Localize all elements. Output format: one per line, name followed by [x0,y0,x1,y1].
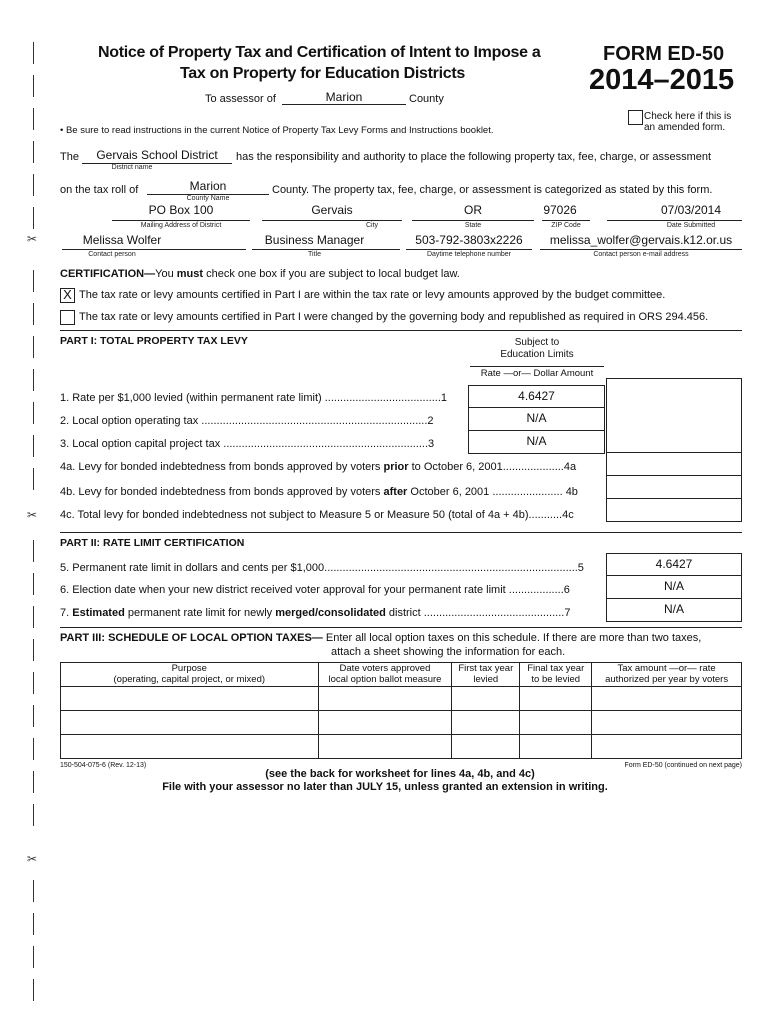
table-cell[interactable] [592,687,742,711]
margin-tick [33,174,34,196]
margin-tick [33,435,34,457]
date-submitted-caption: Date Submitted [666,222,716,229]
line4b-after: after [383,486,408,498]
line7-merged: merged/consolidated [275,607,386,619]
margin-tick [33,468,34,490]
part3-note-2: attach a sheet showing the information for each. [331,646,566,658]
email-underline [540,249,742,250]
certification-option2-text: The tax rate or levy amounts certified in Part I were changed by the governing body and republished as required in ORS 294.456. [79,311,709,323]
part2-line6-value: N/A [663,579,684,593]
certification-option1-text: The tax rate or levy amounts certified in Part I are within the tax rate or levy amounts approved by the budget committee. [79,289,666,301]
part3-heading-line [60,632,701,644]
part2-line7-value: N/A [663,602,684,616]
col-date-header [318,663,452,687]
scissors-icon: ✂ [27,232,38,246]
zip-caption: ZIP Code [551,222,581,229]
form-title-line2: Tax on Property for Education Districts [180,65,465,82]
margin-tick [33,108,34,130]
margin-tick [33,979,34,1001]
certification-option1-checkbox[interactable]: X [60,288,75,303]
certification-heading: CERTIFICATION— [60,268,156,280]
part1-line4c-box[interactable] [606,498,742,522]
email-caption: Contact person e-mail address [593,251,689,258]
table-cell[interactable] [520,711,592,735]
form-id: FORM ED-50 [603,43,725,65]
part3-heading: PART III: SCHEDULE OF LOCAL OPTION TAXES— [60,632,323,644]
part2-line5-value: 4.6427 [655,557,693,571]
margin-tick [33,270,34,292]
part2-heading: PART II: RATE LIMIT CERTIFICATION [60,537,245,549]
table-row [61,711,742,735]
margin-tick [33,369,34,391]
table-cell[interactable] [318,735,452,759]
part1-line4c-label: 4c. Total levy for bonded indebtedness not subject to Measure 5 or Measure 50 (total of 4a + 4b)...........4c [60,509,574,521]
certification-intro: You [155,268,177,280]
line7-text: permanent rate limit for newly [124,607,276,619]
margin-tick [33,804,34,826]
certification-line [60,268,460,280]
date-submitted-field[interactable]: 07/03/2014 [660,203,722,217]
phone-caption: Daytime telephone number [426,251,512,258]
part1-col-subject-2: Education Limits [500,349,574,360]
margin-tick [33,207,34,229]
table-cell[interactable] [318,711,452,735]
table-cell[interactable] [520,735,592,759]
margin-tick [33,336,34,358]
date-submitted-underline [607,220,742,221]
file-note: File with your assessor no later than JULY 15, unless granted an extension in writing. [162,781,608,793]
state-field[interactable]: OR [464,203,482,217]
part1-divider [60,330,742,331]
state-underline [412,220,534,221]
part1-line2-value: N/A [526,411,547,425]
title-caption: Title [308,251,321,258]
part1-line4b-label [60,486,578,498]
title-underline [252,249,400,250]
part3-note-1: Enter all local option taxes on this schedule. If there are more than two taxes, [325,632,702,644]
to-assessor-label: To assessor of [205,93,276,105]
form-title-line1: Notice of Property Tax and Certification of Intent to Impose a [98,44,541,61]
col-first-year-title: First tax year [458,663,514,674]
part1-line1-value: 4.6427 [518,389,555,403]
local-option-header-row [61,663,742,687]
col-amount-title: Tax amount —or— rate [617,663,716,674]
contact-person-field[interactable]: Melissa Wolfer [82,233,162,247]
margin-tick [33,573,34,595]
line4a-text: 4a. Levy for bonded indebtedness from bonds approved by voters [60,461,384,473]
col-amount-header [592,663,742,687]
col-amount-sub: authorized per year by voters [605,674,729,685]
the-label: The [60,151,79,163]
part1-line4a-box[interactable] [606,452,742,476]
zip-field[interactable]: 97026 [543,203,577,217]
line4b-text: 4b. Levy for bonded indebtedness from bonds approved by voters [60,486,384,498]
table-cell[interactable] [452,687,520,711]
county-name-field[interactable]: Marion [189,179,227,193]
state-caption: State [464,222,482,229]
col-first-year-sub: levied [473,674,499,685]
col-first-year-header [452,663,520,687]
col-date-title: Date voters approved [339,663,431,674]
worksheet-note: (see the back for worksheet for lines 4a, 4b, and 4c) [265,768,535,780]
table-cell[interactable] [61,687,319,711]
part3-divider [60,627,742,628]
categorized-text: County. The property tax, fee, charge, or assessment is categorized as stated by this form. [272,184,713,196]
certification-option2-checkbox[interactable] [60,310,75,325]
certification-intro-end: check one box if you are subject to local budget law. [203,268,460,280]
instructions-note: • Be sure to read instructions in the current Notice of Property Tax Levy Forms and Instructions booklet. [60,125,494,136]
table-cell[interactable] [61,711,319,735]
line7-text-end: district ..............................................7 [385,607,571,619]
continued-note: Form ED-50 (continued on next page) [624,762,742,769]
county-name-caption: County Name [186,195,230,202]
county-label: County [409,93,444,105]
city-caption: City [365,222,379,229]
part2-divider [60,532,742,533]
col-purpose-sub: (operating, capital project, or mixed) [113,674,266,685]
phone-field[interactable]: 503-792-3803x2226 [415,233,523,247]
form-number: 150-504-075-6 (Rev. 12-13) [60,762,147,769]
part1-col-subject-rule [470,366,604,367]
col-final-year-title: Final tax year [527,663,585,674]
line4b-text-end: October 6, 2001 ....................... 4b [407,486,578,498]
local-option-table [60,662,742,759]
table-cell[interactable] [452,735,520,759]
part1-line4b-box[interactable] [606,475,742,499]
margin-tick [33,606,34,628]
margin-tick [33,639,34,661]
part1-line3-value: N/A [526,434,547,448]
amended-label-line1: Check here if this is [644,111,732,122]
part2-line6-label: 6. Election date when your new district received voter approval for your permanent rate limit ..................6 [60,584,570,596]
table-cell[interactable] [592,735,742,759]
city-underline [262,220,402,221]
zip-underline [542,220,590,221]
part1-line1-label: 1. Rate per $1,000 levied (within permanent rate limit) ......................................1 [60,392,447,404]
email-field[interactable]: melissa_wolfer@gervais.k12.or.us [549,233,733,247]
col-final-year-header [520,663,592,687]
part1-heading: PART I: TOTAL PROPERTY TAX LEVY [60,335,248,347]
table-cell[interactable] [520,687,592,711]
part1-line4a-label [60,461,576,473]
col-purpose-header [61,663,319,687]
district-name-caption: District name [111,164,153,171]
col-purpose-title: Purpose [171,663,207,674]
title-field[interactable]: Business Manager [264,233,365,247]
col-final-year-sub: to be levied [531,674,581,685]
responsibility-text: has the responsibility and authority to place the following property tax, fee, charge, or assessment [236,151,712,163]
line4a-prior: prior [383,461,409,473]
part1-col-rate-or: Rate —or— Dollar Amount [480,368,594,379]
margin-tick [33,141,34,163]
margin-tick [33,540,34,562]
certification-must: must [176,268,204,280]
table-cell[interactable] [452,711,520,735]
mailing-address-caption: Mailing Address of District [140,222,222,229]
form-year: 2014–2015 [589,64,735,96]
part2-line5-label: 5. Permanent rate limit in dollars and cents per $1,000...................................................................................5 [60,562,584,574]
margin-tick [33,880,34,902]
line7-number: 7. [60,607,73,619]
margin-tick [33,738,34,760]
assessor-county-field[interactable]: Marion [325,90,363,104]
margin-tick [33,75,34,97]
mailing-address-underline [112,220,250,221]
contact-person-caption: Contact person [88,251,136,258]
part1-line2-label: 2. Local option operating tax ..........................................................................2 [60,415,434,427]
margin-tick [33,672,34,694]
part1-line3-label: 3. Local option capital project tax ...................................................................3 [60,438,435,450]
line7-estimated: Estimated [72,607,125,619]
margin-tick [33,913,34,935]
table-row [61,687,742,711]
phone-underline [406,249,532,250]
mailing-address-field[interactable]: PO Box 100 [148,203,214,217]
margin-tick [33,705,34,727]
assessor-county-underline [282,104,406,105]
scissors-icon: ✂ [27,852,38,866]
district-name-field[interactable]: Gervais School District [96,148,218,162]
on-tax-roll-label: on the tax roll of [60,184,139,196]
line4a-text-end: to October 6, 2001....................4a [408,461,577,473]
amended-checkbox[interactable] [628,110,643,125]
margin-tick [33,42,34,64]
contact-person-underline [62,249,246,250]
scissors-icon: ✂ [27,508,38,522]
table-cell[interactable] [318,687,452,711]
part2-line7-label [60,607,570,619]
margin-tick [33,402,34,424]
table-cell[interactable] [592,711,742,735]
table-cell[interactable] [61,735,319,759]
margin-tick [33,303,34,325]
part1-col-subject-1: Subject to [514,337,560,348]
amended-label-line2: an amended form. [644,122,726,133]
col-date-sub: local option ballot measure [328,674,442,685]
margin-tick [33,946,34,968]
part1-excluded-box [606,378,742,454]
city-field[interactable]: Gervais [311,203,353,217]
table-row [61,735,742,759]
